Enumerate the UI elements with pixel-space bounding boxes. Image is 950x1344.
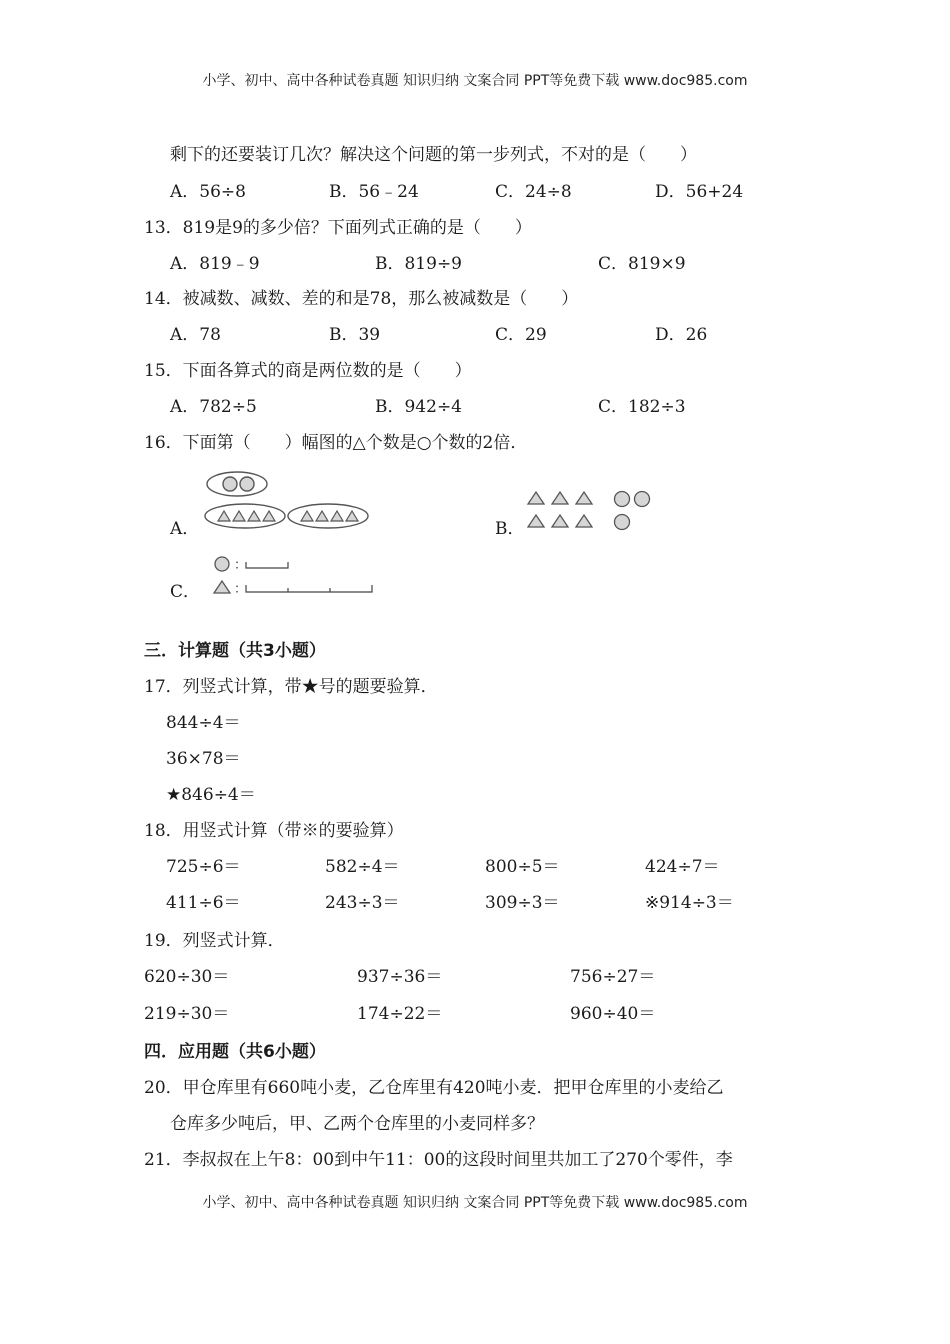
page-header: 小学、初中、高中各种试卷真题 知识归纳 文案合同 PPT等免费下载 www.doc985.com: [202, 73, 748, 89]
q13-option-a: A．819﹣9: [170, 254, 260, 274]
q13-option-b: B．819÷9: [375, 254, 463, 274]
q13-stem: 13．819是9的多少倍？下面列式正确的是（ ）: [144, 218, 532, 238]
q20-line-1: 20．甲仓库里有660吨小麦，乙仓库里有420吨小麦．把甲仓库里的小麦给乙: [144, 1078, 724, 1098]
q19-r2-2: 174÷22＝: [357, 1004, 443, 1024]
q15-option-a: A．782÷5: [170, 397, 257, 417]
q16-label-c: C．: [170, 582, 201, 602]
q16-stem: 16．下面第（ ）幅图的△个数是○个数的2倍．: [144, 433, 528, 453]
q18-stem: 18．用竖式计算（带※的要验算）: [144, 821, 404, 841]
q17-item-1: 844÷4＝: [166, 713, 241, 733]
q18-r1-4: 424÷7＝: [645, 857, 720, 877]
q19-r2-1: 219÷30＝: [144, 1004, 230, 1024]
q19-r1-3: 756÷27＝: [570, 967, 656, 987]
q17-item-2: 36×78＝: [166, 749, 241, 769]
section-4-title: 四．应用题（共6小题）: [144, 1042, 326, 1062]
q19-r1-1: 620÷30＝: [144, 967, 230, 987]
q18-r2-3: 309÷3＝: [485, 893, 560, 913]
q12-option-a: A．56÷8: [170, 182, 246, 202]
q18-r2-4: ※914÷3＝: [645, 893, 734, 913]
q13-option-c: C．819×9: [598, 254, 686, 274]
q16-c-circle-colon: ：: [234, 558, 248, 573]
q15-option-c: C．182÷3: [598, 397, 686, 417]
q16-figure-a: [200, 468, 380, 536]
q14-option-c: C．29: [495, 325, 547, 345]
q12-option-c: C．24÷8: [495, 182, 572, 202]
q19-r2-3: 960÷40＝: [570, 1004, 656, 1024]
q12-stem: 剩下的还要装订几次？解决这个问题的第一步列式，不对的是（ ）: [170, 145, 697, 165]
q12-option-b: B．56﹣24: [329, 182, 419, 202]
q15-stem: 15．下面各算式的商是两位数的是（ ）: [144, 361, 472, 381]
q18-r2-1: 411÷6＝: [166, 893, 241, 913]
q20-line-2: 仓库多少吨后，甲、乙两个仓库里的小麦同样多？: [170, 1114, 544, 1134]
q21-line-1: 21．李叔叔在上午8：00到中午11：00的这段时间里共加工了270个零件，李: [144, 1150, 733, 1170]
q16-label-b: B．: [495, 519, 525, 539]
section-3-title: 三．计算题（共3小题）: [144, 641, 326, 661]
q16-figure-c: [210, 553, 380, 599]
q16-label-a: A．: [170, 519, 200, 539]
q16-c-triangle-colon: ：: [234, 582, 248, 597]
q14-option-a: A．78: [170, 325, 221, 345]
q18-r1-2: 582÷4＝: [325, 857, 400, 877]
q15-option-b: B．942÷4: [375, 397, 463, 417]
q19-r1-2: 937÷36＝: [357, 967, 443, 987]
q18-r1-3: 800÷5＝: [485, 857, 560, 877]
q17-stem: 17．列竖式计算，带★号的题要验算．: [144, 677, 438, 697]
q14-option-b: B．39: [329, 325, 381, 345]
q18-r2-2: 243÷3＝: [325, 893, 400, 913]
q14-option-d: D．26: [655, 325, 708, 345]
q14-stem: 14．被减数、减数、差的和是78，那么被减数是（ ）: [144, 289, 579, 309]
q12-option-d: D．56+24: [655, 182, 744, 202]
q19-stem: 19．列竖式计算．: [144, 931, 285, 951]
q18-r1-1: 725÷6＝: [166, 857, 241, 877]
q17-item-3: ★846÷4＝: [166, 785, 256, 805]
page-footer: 小学、初中、高中各种试卷真题 知识归纳 文案合同 PPT等免费下载 www.doc985.com: [202, 1195, 748, 1211]
q16-figure-b: [525, 486, 660, 534]
